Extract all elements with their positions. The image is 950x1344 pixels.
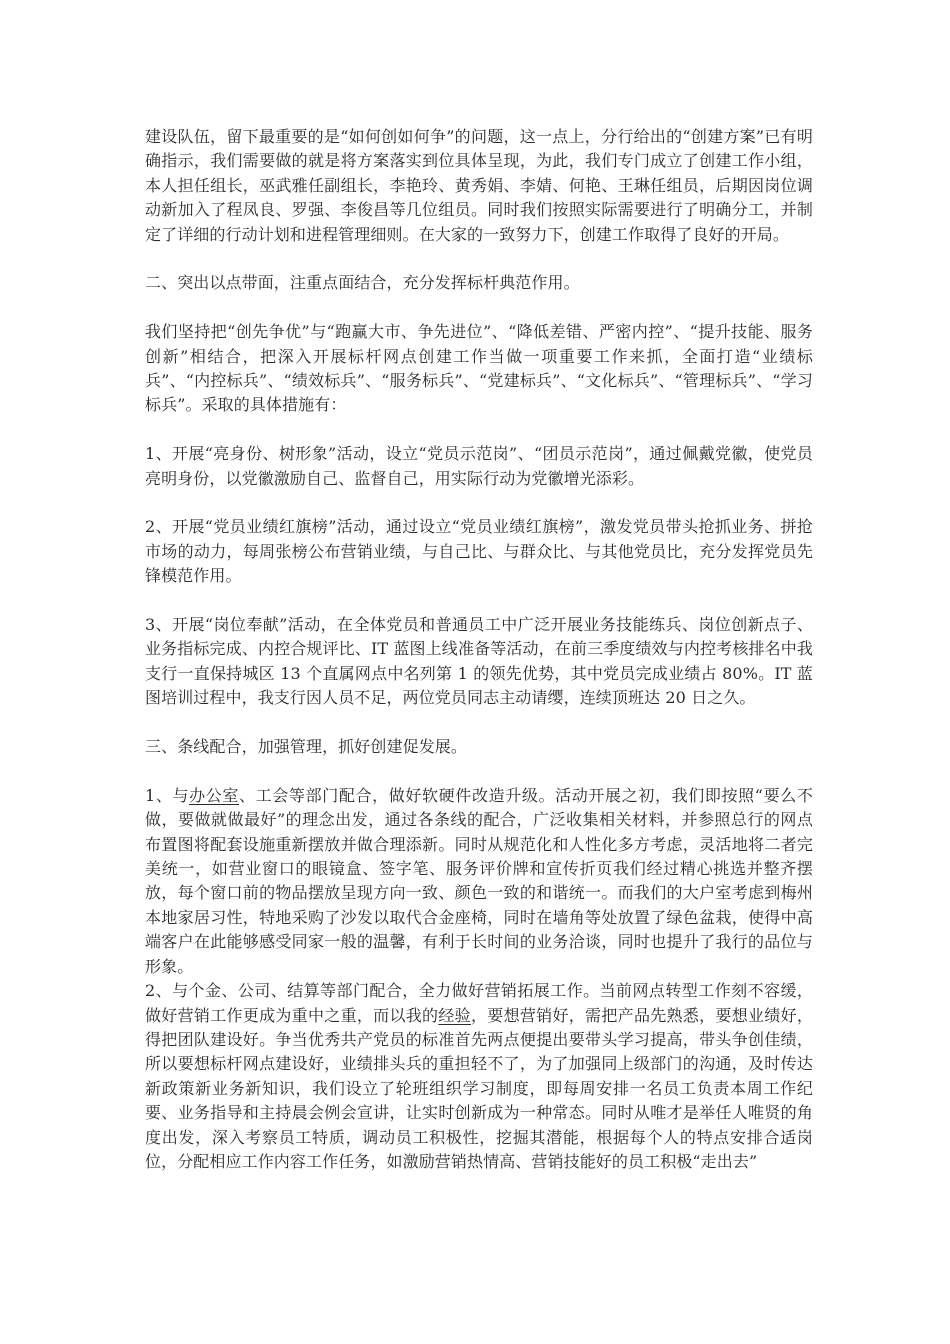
paragraph-measure-1: 1、开展“亮身份、树形象”活动，设立“党员示范岗”、“团员示范岗”，通过佩戴党徽，使党员亮明身份，以党徽激励自己、监督自己，用实际行动为党徽增光添彩。 <box>145 444 813 488</box>
paragraph-measure-2: 2、开展“党员业绩红旗榜”活动，通过设立“党员业绩红旗榜”，激发党员带头抢抓业务、拼抢市场的动力，每周张榜公布营销业绩，与自己比、与群众比、与其他党员比，充分发挥党员先锋模范作用。 <box>145 517 813 586</box>
paragraph-measure-3: 3、开展“岗位奉献”活动，在全体党员和普通员工中广泛开展业务技能练兵、岗位创新点子、业务指标完成、内控合规评比、IT 蓝图上线准备等活动，在前三季度绩效与内控考核排名中我支行一直保持城区 13 个直属网点中名列第 1 的领先优势，其中党员完成业绩占 80%。IT 蓝图培训过程中，我支行因人员不足，两位党员同志主动请缨，连续顶班达 20 日之久。 <box>145 615 813 708</box>
paragraph-marketing-cooperation <box>145 979 813 1174</box>
paragraph-gap <box>145 418 813 442</box>
paragraph-benchmark: 我们坚持把“创先争优”与“跑赢大市、争先进位”、“降低差错、严密内控”、“提升技能、服务创新”相结合，把深入开展标杆网点创建工作当做一项重要工作来抓，全面打造“业绩标兵”、“内控标兵”、“绩效标兵”、“服务标兵”、“党建标兵”、“文化标兵”、“管理标兵”、“学习标兵”。采取的具体措施有： <box>145 322 813 415</box>
section-heading-3: 三、条线配合，加强管理，抓好创建促发展。 <box>145 737 468 757</box>
paragraph-office-cooperation <box>145 784 813 979</box>
paragraph-text: 1、与 <box>145 785 190 805</box>
paragraph-gap <box>145 759 813 783</box>
paragraph-gap <box>145 247 813 271</box>
paragraph-gap <box>145 589 813 613</box>
paragraph-gap <box>145 296 813 320</box>
experience-link[interactable]: 经验 <box>438 1005 471 1025</box>
document-body <box>145 125 813 1174</box>
office-link[interactable]: 办公室 <box>189 785 240 805</box>
paragraph-text: 2、与个金、公司、结算等部门配合，全力做好营销拓展工作。当前网点转型工作刻不容缓，做好营销工作更成为重中之重，而以我的 <box>145 981 813 1025</box>
paragraph-team-building: 建设队伍，留下最重要的是“如何创如何争”的问题，这一点上，分行给出的“创建方案”已有明确指示，我们需要做的就是将方案落实到位具体呈现，为此，我们专门成立了创建工作小组，本人担任组长，巫武雅任副组长，李艳玲、黄秀娟、李婧、何艳、王琳任组员，后期因岗位调动新加入了程凤良、罗强、李俊昌等几位组员。同时我们按照实际需要进行了明确分工，并制定了详细的行动计划和进程管理细则。在大家的一致努力下，创建工作取得了良好的开局。 <box>145 127 813 244</box>
paragraph-gap <box>145 491 813 515</box>
paragraph-text: ，要想营销好，需把产品先熟悉，要想业绩好，得把团队建设好。争当优秀共产党员的标准首先两点便提出要带头学习提高，带头争创佳绩，所以要想标杆网点建设好，业绩排头兵的重担轻不了，为了加强同上级部门的沟通，及时传达新政策新业务新知识，我们设立了轮班组织学习制度，即每周安排一名员工负责本周工作纪要、业务指导和主持晨会例会宣讲，让实时创新成为一种常态。同时从唯才是举任人唯贤的角度出发，深入考察员工特质，调动员工积极性，挖掘其潜能，根据每个人的特点安排合适岗位，分配相应工作内容工作任务，如激励营销热情高、营销技能好的员工积极“走出去” <box>145 1005 814 1171</box>
paragraph-text: 、工会等部门配合，做好软硬件改造升级。活动开展之初，我们即按照“要么不做，要做就做最好”的理念出发，通过各条线的配合，广泛收集相关材料，并参照总行的网点布置图将配套设施重新摆放并做合理添新。同时从规范化和人性化多方考虑，灵活地将二者完美统一，如营业窗口的眼镜盒、签字笔、服务评价牌和宣传折页我们经过精心挑选并整齐摆放，每个窗口前的物品摆放呈现方向一致、颜色一致的和谐统一。而我们的大户室考虑到梅州本地家居习性，特地采购了沙发以取代合金座椅，同时在墙角等处放置了绿色盆栽，使得中高端客户在此能够感受同家一般的温馨，有利于长时间的业务洽谈，同时也提升了我行的品位与形象。 <box>145 785 813 976</box>
paragraph-gap <box>145 711 813 735</box>
section-heading-2: 二、突出以点带面，注重点面结合，充分发挥标杆典范作用。 <box>145 273 580 293</box>
